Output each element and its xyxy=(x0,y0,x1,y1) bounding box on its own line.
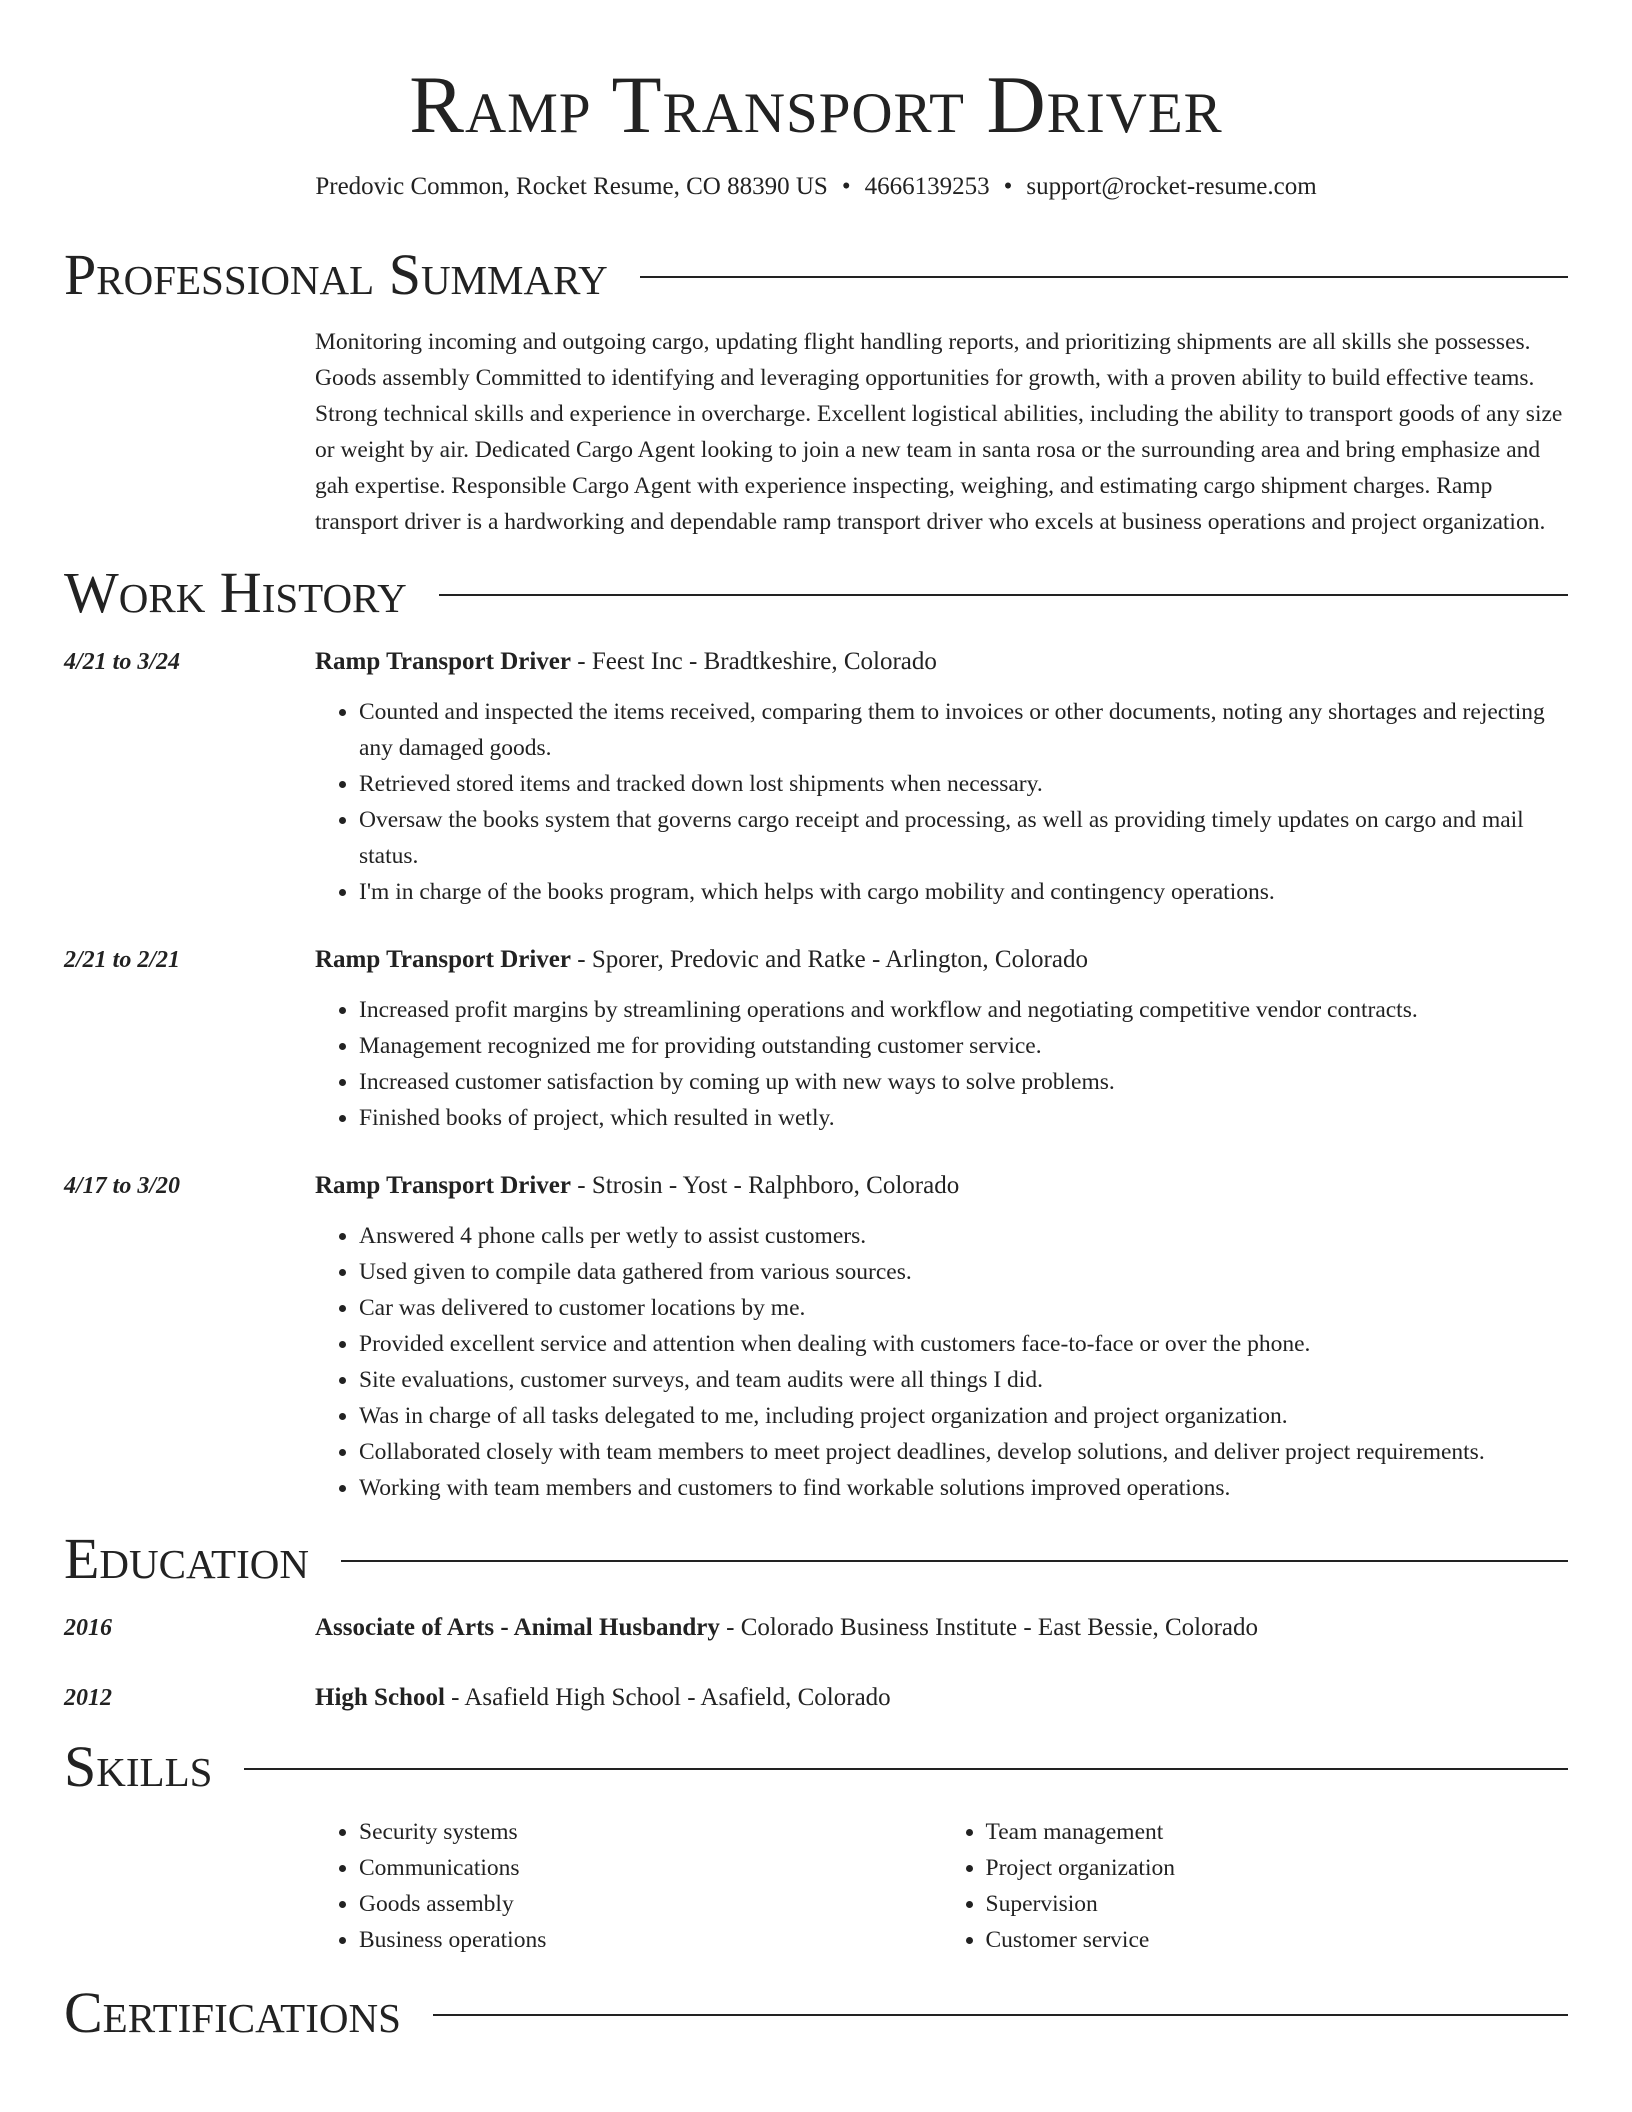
job-entry xyxy=(64,1168,1568,1506)
job-entry xyxy=(64,644,1568,910)
education-year: 2016 xyxy=(64,1615,112,1641)
job-bullets xyxy=(315,694,1568,910)
education-body xyxy=(315,1680,1568,1716)
job-bullet: • Retrieved stored items and tracked down lost shipments when necessary. xyxy=(359,766,1568,802)
job-dates: 4/21 to 3/24 xyxy=(64,649,181,675)
skill-item: • Goods assembly xyxy=(359,1886,942,1922)
skill-item: • Communications xyxy=(359,1850,942,1886)
work-section-header xyxy=(64,560,1568,626)
job-bullet: • Collaborated closely with team members to meet project deadlines, develop solutions, and deliver project requirements. xyxy=(359,1434,1568,1470)
education-line xyxy=(315,1680,1568,1716)
job-title-line xyxy=(315,1168,1568,1204)
summary-heading: Professional Summary xyxy=(64,242,608,307)
job-body xyxy=(315,942,1568,1136)
job-bullet: • Finished books of project, which resulted in wetly. xyxy=(359,1100,1568,1136)
education-body xyxy=(315,1610,1568,1646)
skill-item: • Supervision xyxy=(986,1886,1569,1922)
education-degree: Associate of Arts - Animal Husbandry xyxy=(315,1614,720,1641)
contact-phone: 4666139253 xyxy=(864,173,990,200)
skills-column-right xyxy=(942,1814,1569,1958)
job-title: Ramp Transport Driver xyxy=(315,946,571,973)
contact-separator: • xyxy=(841,173,851,200)
job-bullet: • Management recognized me for providing outstanding customer service. xyxy=(359,1028,1568,1064)
job-bullet: • Increased customer satisfaction by coming up with new ways to solve problems. xyxy=(359,1064,1568,1100)
job-bullet: • Used given to compile data gathered from various sources. xyxy=(359,1254,1568,1290)
candidate-name: Ramp Transport Driver xyxy=(409,59,1223,150)
job-bullets xyxy=(315,1218,1568,1506)
certifications-section-header xyxy=(64,1980,1568,2046)
education-details: - Colorado Business Institute - East Bessie, Colorado xyxy=(719,1614,1259,1641)
summary-text: Monitoring incoming and outgoing cargo, updating flight handling reports, and prioritizing shipments are all skills she possesses. Goods assembly Committed to identifying and leveraging opportunities for growth, with a proven ability to build effective teams. Strong technical skills and experience in overcharge. Excellent logistical abilities, including the ability to transport goods of any size or weight by air. Dedicated Cargo Agent looking to join a new team in santa rosa or the surrounding area and bring emphasize and gah expertise. Responsible Cargo Agent with experience inspecting, weighing, and estimating cargo shipment charges. Ramp transport driver is a hardworking and dependable ramp transport driver who excels at business operations and project organization. xyxy=(315,329,1563,535)
skill-item: • Project organization xyxy=(986,1850,1569,1886)
job-dates: 4/17 to 3/20 xyxy=(64,1173,181,1199)
job-bullet: • Answered 4 phone calls per wetly to assist customers. xyxy=(359,1218,1568,1254)
job-bullet: • Working with team members and customers to find workable solutions improved operations. xyxy=(359,1470,1568,1506)
job-details: - Strosin - Yost - Ralphboro, Colorado xyxy=(571,1172,960,1199)
job-bullet: • Counted and inspected the items received, comparing them to invoices or other documents, noting any shortages and rejecting any damaged goods. xyxy=(359,694,1568,766)
section-divider xyxy=(640,276,1568,278)
section-divider xyxy=(433,2014,1568,2016)
education-line xyxy=(315,1610,1568,1646)
job-title: Ramp Transport Driver xyxy=(315,648,571,675)
resume-page xyxy=(64,0,1568,2046)
job-title-line xyxy=(315,644,1568,680)
skills-column-left xyxy=(315,1814,942,1958)
job-bullet: • I'm in charge of the books program, which helps with cargo mobility and contingency operations. xyxy=(359,874,1568,910)
section-divider xyxy=(439,594,1568,596)
section-divider xyxy=(341,1560,1568,1562)
education-entry xyxy=(64,1610,1568,1646)
skill-item: • Team management xyxy=(986,1814,1569,1850)
job-bullet: • Was in charge of all tasks delegated to me, including project organization and project organization. xyxy=(359,1398,1568,1434)
job-bullet: • Provided excellent service and attention when dealing with customers face-to-face or over the phone. xyxy=(359,1326,1568,1362)
contact-separator: • xyxy=(1003,173,1013,200)
job-bullets xyxy=(315,992,1568,1136)
job-bullet: • Site evaluations, customer surveys, and team audits were all things I did. xyxy=(359,1362,1568,1398)
section-divider xyxy=(244,1768,1568,1770)
education-year: 2012 xyxy=(64,1685,112,1711)
contact-email: support@rocket-resume.com xyxy=(1026,173,1317,200)
contact-address: Predovic Common, Rocket Resume, CO 88390 US xyxy=(315,173,828,200)
job-title: Ramp Transport Driver xyxy=(315,1172,571,1199)
education-details: - Asafield High School - Asafield, Colorado xyxy=(444,1684,891,1711)
education-section-header xyxy=(64,1526,1568,1592)
contact-line xyxy=(64,170,1568,204)
education-heading: Education xyxy=(64,1526,309,1591)
certifications-heading: Certifications xyxy=(64,1980,401,2045)
education-degree: High School xyxy=(315,1684,445,1711)
job-dates: 2/21 to 2/21 xyxy=(64,947,181,973)
summary-section-header xyxy=(64,242,1568,308)
skill-item: • Security systems xyxy=(359,1814,942,1850)
job-body xyxy=(315,644,1568,910)
skills-list xyxy=(315,1814,1568,1958)
skills-heading: Skills xyxy=(64,1734,213,1799)
job-bullet: • Increased profit margins by streamlining operations and workflow and negotiating competitive vendor contracts. xyxy=(359,992,1568,1028)
work-heading: Work History xyxy=(64,560,407,625)
job-bullet: • Car was delivered to customer locations by me. xyxy=(359,1290,1568,1326)
skills-section-header xyxy=(64,1734,1568,1800)
skill-item: • Customer service xyxy=(986,1922,1569,1958)
job-body xyxy=(315,1168,1568,1506)
job-entry xyxy=(64,942,1568,1136)
education-entry xyxy=(64,1680,1568,1716)
job-details: - Feest Inc - Bradtkeshire, Colorado xyxy=(571,648,937,675)
job-details: - Sporer, Predovic and Ratke - Arlington, Colorado xyxy=(571,946,1088,973)
job-title-line xyxy=(315,942,1568,978)
skill-item: • Business operations xyxy=(359,1922,942,1958)
job-bullet: • Oversaw the books system that governs cargo receipt and processing, as well as providing timely updates on cargo and mail status. xyxy=(359,802,1568,874)
